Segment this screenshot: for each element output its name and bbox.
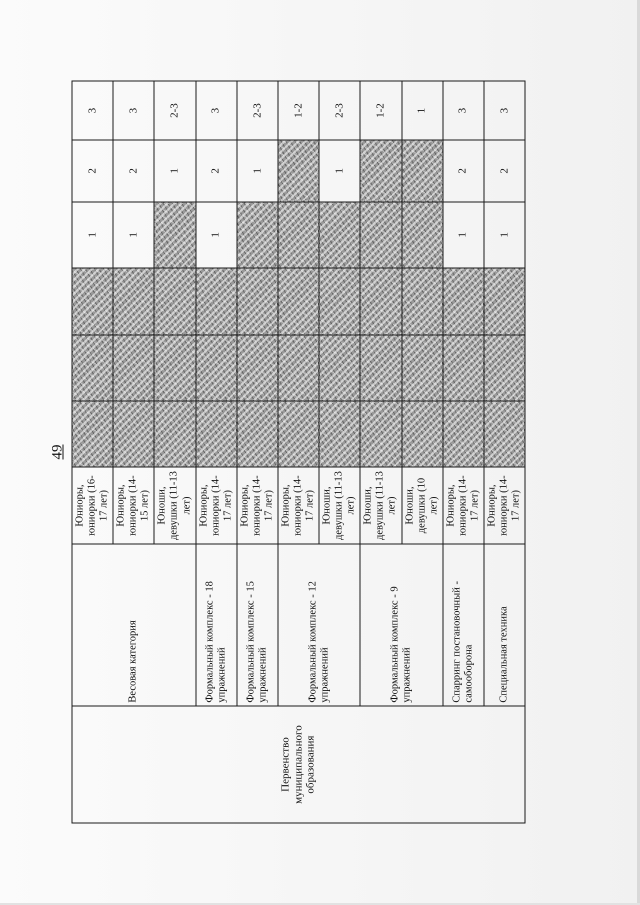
value-cell: 1: [402, 81, 443, 140]
value-cell: 2-3: [319, 81, 360, 140]
value-cell: 2: [484, 140, 525, 202]
shaded-cell: [484, 268, 525, 334]
discipline-cell: Специальная техника: [484, 544, 525, 706]
shaded-cell: [443, 335, 484, 401]
value-cell: 2: [72, 140, 113, 202]
value-cell: 3: [72, 81, 113, 140]
shaded-cell: [443, 401, 484, 467]
shaded-cell: [72, 401, 113, 467]
value-cell: 1: [443, 202, 484, 268]
table-row: [72, 81, 113, 823]
competition-table: [72, 81, 526, 824]
discipline-cell: Формальный комплекс - 12 упражнений: [278, 544, 360, 706]
shaded-cell: [72, 335, 113, 401]
value-cell: 2-3: [237, 81, 278, 140]
age-group-cell: Юниоры, юниорки (14-17 лет): [484, 467, 525, 543]
discipline-cell: Весовая категория: [72, 544, 196, 706]
shaded-cell: [72, 268, 113, 334]
value-cell: 1-2: [360, 81, 401, 140]
age-group-cell: Юниоры, юниорки (16-17 лет): [72, 467, 113, 543]
shaded-cell: [113, 335, 154, 401]
shaded-cell: [360, 401, 401, 467]
shaded-cell: [154, 401, 195, 467]
discipline-cell: Спарринг постановочный - самооборона: [443, 544, 484, 706]
shaded-cell: [237, 335, 278, 401]
age-group-cell: Юниоры, юниорки (14-15 лет): [113, 467, 154, 543]
shaded-cell: [402, 202, 443, 268]
age-group-cell: Юниоры, юниорки (14-17 лет): [196, 467, 237, 543]
value-cell: 1: [154, 140, 195, 202]
discipline-cell: Формальный комплекс - 15 упражнений: [237, 544, 278, 706]
age-group-cell: Юноши, девушки (11-13 лет): [319, 467, 360, 543]
shaded-cell: [278, 268, 319, 334]
shaded-cell: [402, 140, 443, 202]
value-cell: 2-3: [154, 81, 195, 140]
shaded-cell: [402, 335, 443, 401]
shaded-cell: [196, 268, 237, 334]
value-cell: 1: [319, 140, 360, 202]
discipline-cell: Формальный комплекс - 18 упражнений: [196, 544, 237, 706]
age-group-cell: Юниоры, юниорки (14-17 лет): [237, 467, 278, 543]
shaded-cell: [402, 268, 443, 334]
shaded-cell: [278, 401, 319, 467]
value-cell: 3: [443, 81, 484, 140]
age-group-cell: Юноши, девушки (10 лет): [402, 467, 443, 543]
value-cell: 1: [196, 202, 237, 268]
shaded-cell: [319, 335, 360, 401]
shaded-cell: [443, 268, 484, 334]
value-cell: 2: [113, 140, 154, 202]
shaded-cell: [196, 335, 237, 401]
shaded-cell: [154, 335, 195, 401]
shaded-cell: [484, 401, 525, 467]
value-cell: 2: [196, 140, 237, 202]
age-group-cell: Юноши, девушки (11-13 лет): [360, 467, 401, 543]
shaded-cell: [113, 401, 154, 467]
age-group-cell: Юниоры, юниорки (14-17 лет): [443, 467, 484, 543]
shaded-cell: [319, 268, 360, 334]
age-group-cell: Юноши, девушки (11-13 лет): [154, 467, 195, 543]
shaded-cell: [278, 140, 319, 202]
value-cell: 1: [72, 202, 113, 268]
shaded-cell: [360, 202, 401, 268]
shaded-cell: [237, 202, 278, 268]
discipline-cell: Формальный комплекс - 9 упражнений: [360, 544, 442, 706]
shaded-cell: [360, 335, 401, 401]
value-cell: 1: [484, 202, 525, 268]
shaded-cell: [484, 335, 525, 401]
shaded-cell: [237, 401, 278, 467]
value-cell: 1: [237, 140, 278, 202]
shaded-cell: [319, 202, 360, 268]
value-cell: 3: [484, 81, 525, 140]
shaded-cell: [278, 202, 319, 268]
shaded-cell: [402, 401, 443, 467]
page-number: 49: [49, 444, 66, 460]
value-cell: 3: [113, 81, 154, 140]
rotated-table-frame: [72, 81, 522, 824]
shaded-cell: [237, 268, 278, 334]
shaded-cell: [360, 268, 401, 334]
shaded-cell: [113, 268, 154, 334]
age-group-cell: Юниоры, юниорки (14-17 лет): [278, 467, 319, 543]
event-cell: Первенство муниципального образования: [72, 706, 525, 823]
value-cell: 1: [113, 202, 154, 268]
value-cell: 3: [196, 81, 237, 140]
shaded-cell: [154, 268, 195, 334]
shaded-cell: [360, 140, 401, 202]
shaded-cell: [319, 401, 360, 467]
value-cell: 1-2: [278, 81, 319, 140]
shaded-cell: [196, 401, 237, 467]
shaded-cell: [154, 202, 195, 268]
value-cell: 2: [443, 140, 484, 202]
shaded-cell: [278, 335, 319, 401]
